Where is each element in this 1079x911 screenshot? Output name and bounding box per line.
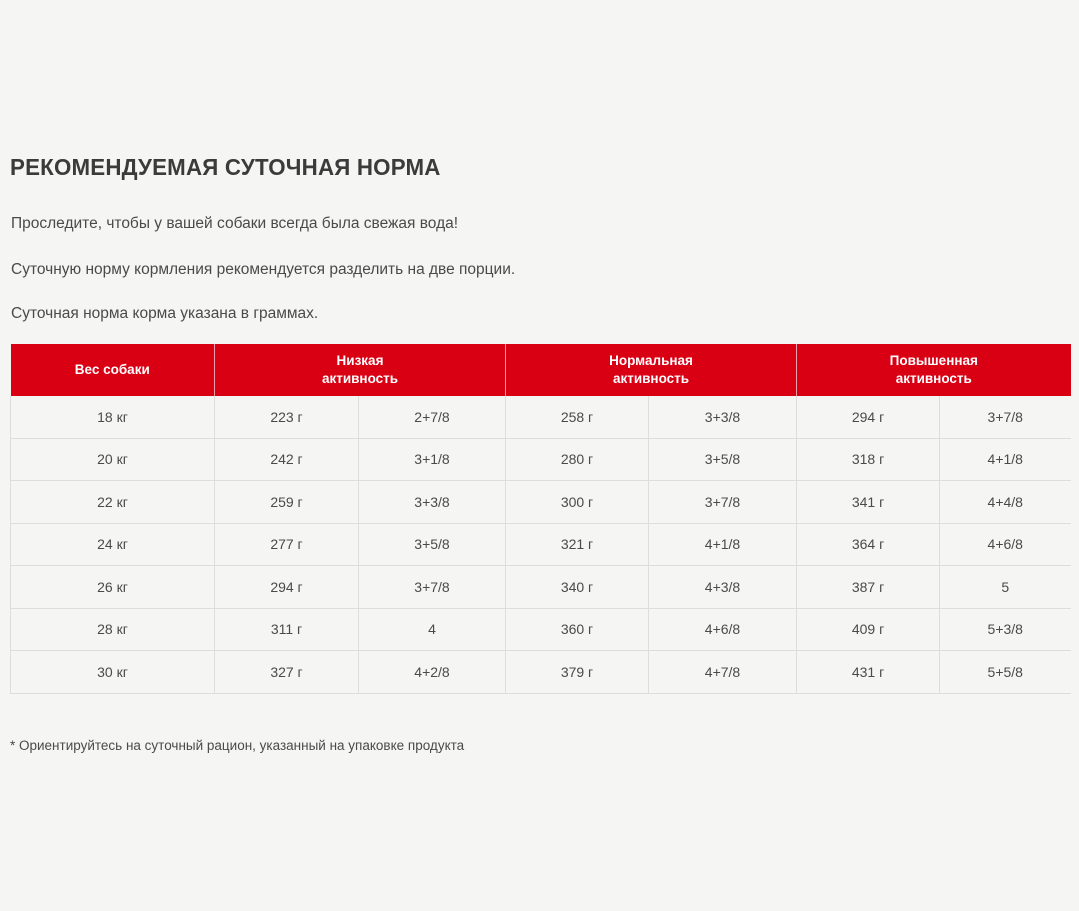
header-normal-line-1: Нормальная [609,353,693,368]
cell-high-grams: 431 г [797,651,940,694]
header-low-activity [215,344,506,396]
header-high-line-2: активность [895,371,972,386]
table-row [11,396,1071,438]
table-row [11,651,1071,694]
cell-high-cups: 5+3/8 [940,608,1071,651]
cell-normal-grams: 360 г [506,608,649,651]
cell-low-grams: 242 г [215,438,359,481]
cell-low-grams: 223 г [215,396,359,438]
table-row [11,438,1071,481]
header-normal-line-2: активность [612,371,690,386]
cell-low-grams: 277 г [215,523,359,566]
table-row [11,523,1071,566]
cell-normal-grams: 258 г [506,396,649,438]
cell-high-grams: 409 г [797,608,940,651]
cell-normal-cups: 4+7/8 [649,651,797,694]
cell-normal-cups: 4+3/8 [649,566,797,609]
cell-low-grams: 294 г [215,566,359,609]
table-row [11,481,1071,524]
header-weight [11,344,215,396]
cell-low-cups: 4 [359,608,506,651]
cell-normal-cups: 4+6/8 [649,608,797,651]
cell-high-grams: 341 г [797,481,940,524]
cell-low-grams: 327 г [215,651,359,694]
cell-weight: 18 кг [11,396,215,438]
table-header-row [11,344,1071,396]
cell-normal-cups: 4+1/8 [649,523,797,566]
table-row [11,566,1071,609]
portion-note: Суточную норму кормления рекомендуется разделить на две порции. [11,261,516,278]
cell-normal-grams: 379 г [506,651,649,694]
cell-high-cups: 5 [940,566,1071,609]
cell-low-cups: 3+1/8 [359,438,506,481]
header-high-activity [797,344,1071,396]
cell-high-cups: 4+4/8 [940,481,1071,524]
cell-low-cups: 3+5/8 [359,523,506,566]
cell-low-grams: 259 г [215,481,359,524]
cell-low-grams: 311 г [215,608,359,651]
page-title: РЕКОМЕНДУЕМАЯ СУТОЧНАЯ НОРМА [10,154,441,180]
cell-weight: 30 кг [11,651,215,694]
cell-high-cups: 3+7/8 [940,396,1071,438]
cell-weight: 26 кг [11,566,215,609]
cell-high-grams: 387 г [797,566,940,609]
cell-low-cups: 4+2/8 [359,651,506,694]
cell-low-cups: 3+7/8 [359,566,506,609]
cell-normal-grams: 280 г [506,438,649,481]
table-body [11,396,1071,693]
header-low-line-1: Низкая [336,353,384,368]
cell-normal-cups: 3+7/8 [649,481,797,524]
cell-normal-cups: 3+3/8 [649,396,797,438]
cell-normal-grams: 300 г [506,481,649,524]
cell-normal-cups: 3+5/8 [649,438,797,481]
cell-low-cups: 2+7/8 [359,396,506,438]
cell-low-cups: 3+3/8 [359,481,506,524]
feeding-table [10,344,1071,694]
cell-weight: 28 кг [11,608,215,651]
header-weight-label: Вес собаки [74,362,150,377]
header-normal-activity [506,344,797,396]
footnote: * Ориентируйтесь на суточный рацион, указанный на упаковке продукта [10,738,465,753]
cell-high-grams: 318 г [797,438,940,481]
cell-high-grams: 294 г [797,396,940,438]
water-note: Проследите, чтобы у вашей собаки всегда была свежая вода! [11,215,459,232]
cell-high-cups: 4+6/8 [940,523,1071,566]
cell-weight: 20 кг [11,438,215,481]
header-high-line-1: Повышенная [889,353,978,368]
cell-high-cups: 5+5/8 [940,651,1071,694]
header-low-line-2: активность [321,371,399,386]
table-row [11,608,1071,651]
cell-high-grams: 364 г [797,523,940,566]
cell-high-cups: 4+1/8 [940,438,1071,481]
cell-weight: 24 кг [11,523,215,566]
cell-weight: 22 кг [11,481,215,524]
units-note: Суточная норма корма указана в граммах. [11,305,319,322]
cell-normal-grams: 321 г [506,523,649,566]
cell-normal-grams: 340 г [506,566,649,609]
